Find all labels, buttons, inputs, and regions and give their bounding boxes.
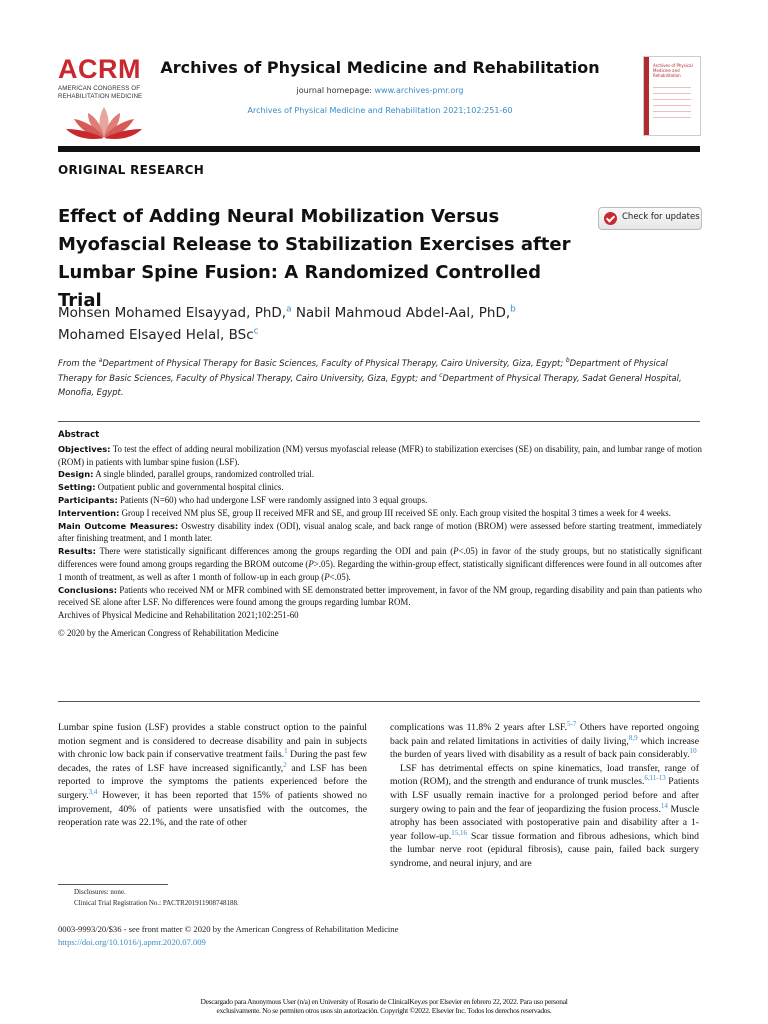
author-name: Mohamed Elsayed Helal, BSc — [58, 327, 254, 343]
cover-line — [653, 111, 691, 112]
doi-link[interactable]: https://doi.org/10.1016/j.apmr.2020.07.009 — [58, 936, 206, 947]
author-name: Nabil Mahmoud Abdel-Aal, PhD, — [291, 305, 511, 321]
abstract-participants — [58, 494, 702, 507]
body-paragraph — [390, 721, 699, 762]
abstract-setting — [58, 481, 702, 494]
journal-citation[interactable]: Archives of Physical Medicine and Rehabilitation 2021;102:251-60 — [247, 106, 513, 115]
author-affiliation-sup[interactable]: b — [510, 304, 516, 315]
author-list — [58, 302, 658, 346]
affil-sup: b — [565, 357, 570, 365]
reference-link[interactable]: 3,4 — [88, 787, 98, 796]
homepage-link[interactable]: www.archives-pmr.org — [374, 86, 464, 95]
title-line: Effect of Adding Neural Mobilization Versus — [58, 206, 500, 227]
journal-title: Archives of Physical Medicine and Rehabilitation — [160, 58, 600, 77]
cover-title: Archives of Physical Medicine and Rehabilitation — [653, 63, 693, 78]
header-rule — [58, 146, 700, 152]
body-column-left — [58, 721, 367, 830]
abstract-label: Setting: — [58, 482, 96, 493]
abstract-conclusions — [58, 584, 702, 610]
journal-cover-thumbnail[interactable] — [643, 56, 701, 136]
check-for-updates-button[interactable] — [598, 207, 702, 230]
homepage-label: journal homepage: — [296, 86, 375, 95]
reference-link[interactable]: 10 — [689, 746, 697, 755]
logo-subtitle-line1: AMERICAN CONGRESS OF — [58, 85, 141, 92]
cover-line — [653, 105, 691, 106]
affiliations — [58, 356, 702, 400]
trial-registration: Clinical Trial Registration No.: PACTR201911908748188. — [74, 898, 239, 907]
abstract-text: Patients who received NM or MFR combined with SE demonstrated better improvement, in favor of the NM group, regarding disability and pain than patients who received SE alone after LSF. No differences were found among the groups regarding lumbar ROM. — [58, 584, 702, 608]
abstract-text: Patients (N=60) who had undergone LSF were randomly assigned into 3 equal groups. — [117, 494, 428, 505]
abstract-outcome — [58, 520, 702, 546]
logo-subtitle — [58, 85, 150, 101]
body-text: Muscle atrophy has been associated with postoperative pain and disability after a 1-year follow-up. — [390, 803, 699, 842]
abstract-intervention — [58, 507, 702, 520]
check-for-updates-label: Check for updates — [622, 212, 700, 222]
journal-homepage — [160, 86, 600, 95]
footnote-rule — [58, 884, 168, 885]
p-symbol: P — [324, 571, 330, 582]
abstract-text: >.05). Regarding the within-group effect, statistically significant differences were found in all outcomes after 1 month of treatment, as well as after 1 month of follow-up in each group ( — [58, 558, 702, 582]
body-paragraph — [390, 762, 699, 871]
body-text: Patients with LSF usually remain inactive for a prolonged period before and after surgery owing to pain and the fear of jeopardizing the fusion process. — [390, 776, 699, 815]
cover-line — [653, 93, 691, 94]
abstract-text: To test the effect of adding neural mobilization (NM) versus myofascial release (MFR) to stabilization exercises (SE) on disability, pain, and lumbar range of motion (ROM) in patients with lumbar spine fusion (LSF). — [58, 443, 702, 467]
logo-subtitle-line2: REHABILITATION MEDICINE — [58, 93, 143, 100]
author-name: Mohsen Mohamed Elsayyad, PhD, — [58, 305, 287, 321]
abstract-text: Outpatient public and governmental hospital clinics. — [95, 482, 284, 493]
reference-link[interactable]: 6,11-13 — [644, 774, 666, 783]
abstract-label: Intervention: — [58, 507, 120, 518]
abstract-design — [58, 468, 702, 481]
author-affiliation-sup[interactable]: a — [286, 304, 292, 315]
abstract-label: Design: — [58, 469, 94, 480]
affil-text: Department of Physical Therapy for Basic Sciences, Faculty of Physical Therapy, Cairo University, Giza, Egypt; — [102, 358, 566, 368]
affil-sup: a — [98, 357, 103, 365]
p-symbol: P — [453, 546, 459, 557]
abstract-text: <.05). — [329, 571, 351, 582]
title-line: Lumbar Spine Fusion: A Randomized Controlled Trial — [58, 262, 541, 311]
body-text: However, it has been reported that 15% of patients showed no improvement, 40% of patients were unsatisfied with the outcomes, the reoperation rate was 22.1%, and the rate of other — [58, 789, 367, 829]
disclosures: Disclosures: none. — [74, 888, 126, 896]
reference-link[interactable]: 2 — [283, 760, 287, 769]
abstract-text: <.05) in favor of the study groups, but no statistically significant differences were found among groups regarding the BROM outcome ( — [58, 546, 702, 569]
reference-link[interactable]: 8,9 — [628, 733, 638, 742]
body-text: Lumbar spine fusion (LSF) provides a stable construct option to the painful motion segment and is considered to decrease disability and pain in subjects with chronic low back pain if conservative treatment fails. — [58, 722, 367, 761]
body-text: complications was 11.8% 2 years after LSF. — [390, 722, 568, 733]
abstract-top-rule — [58, 421, 700, 422]
download-notice-line: Descargado para Anonymous User (n/a) en University of Rosario de ClinicalKey.es por Elsevier en febrero 22, 2022. Para uso personal — [200, 997, 568, 1006]
download-notice-line: exclusivamente. No se permiten otros usos sin autorización. Copyright ©2022. Elsevier Inc. Todos los derechos reservados. — [216, 1006, 552, 1015]
title-line: Myofascial Release to Stabilization Exercises after — [58, 234, 571, 255]
body-text: Scar tissue formation and fibrous adhesions, which bind the lumbar nerve root (epidural fibrosis), cause pain, failed back surgery syndrome, and neural injury, and are — [390, 830, 699, 869]
affil-text: Department of Physical Therapy for Basic Sciences, Faculty of Physical Therapy, Cairo University, Giza, Egypt; and — [58, 358, 668, 383]
reference-link[interactable]: 5-7 — [567, 719, 577, 728]
body-text: LSF has detrimental effects on spine kinematics, load transfer, range of motion (ROM), and the strength and endurance of trunk muscles. — [390, 762, 699, 788]
body-column-right — [390, 721, 699, 871]
author-affiliation-sup[interactable]: c — [253, 326, 259, 337]
reference-link[interactable]: 15,16 — [451, 828, 467, 837]
abstract-label: Objectives: — [58, 443, 111, 454]
check-icon — [604, 212, 617, 225]
abstract-text: Oswestry disability index (ODI), visual analog scale, and back range of motion (BROM) were assessed before starting treatment, immediately after finishing treatment, and 1 month later. — [58, 520, 702, 544]
p-symbol: P — [308, 558, 314, 569]
footnotes — [74, 887, 239, 908]
body-text: Others have reported ongoing back pain and related limitations in activities of daily living, — [390, 722, 699, 747]
abstract-label: Conclusions: — [58, 584, 118, 595]
abstract-text: Group I received NM plus SE, group II received MFR and SE, and group III received SE only. Each group visited the hospital 3 times a week for 4 weeks. — [119, 507, 671, 518]
abstract-results — [58, 545, 702, 583]
acrm-logo[interactable] — [58, 55, 150, 143]
cover-line — [653, 99, 691, 100]
cover-line — [653, 117, 691, 118]
lotus-icon — [58, 103, 150, 143]
body-text: which increase the burden of years lived with disability as a result of back pain considerably. — [390, 735, 699, 761]
affil-sup: c — [439, 371, 443, 379]
abstract-objectives — [58, 443, 702, 469]
affil-text: Department of Physical Therapy, Sadat General Hospital, Monofia, Egypt. — [58, 372, 682, 397]
body-text: and LSF has been reported to improve the symptoms the patients experienced before the surgery. — [58, 762, 368, 801]
issn-text: 0003-9993/20/$36 - see front matter © 2020 by the American Congress of Rehabilitation Medicine — [58, 924, 399, 934]
abstract — [58, 429, 702, 640]
abstract-label: Main Outcome Measures: — [58, 520, 179, 531]
reference-link[interactable]: 1 — [284, 746, 288, 755]
logo-text: ACRM — [58, 54, 141, 84]
cover-line — [653, 87, 691, 88]
abstract-text: There were statistically significant differences among the groups regarding the ODI and pain ( — [95, 546, 454, 557]
abstract-label: Results: — [58, 546, 96, 557]
body-paragraph — [58, 721, 367, 830]
cover-spine — [644, 57, 649, 135]
section-label: ORIGINAL RESEARCH — [58, 163, 205, 177]
abstract-citation: Archives of Physical Medicine and Rehabilitation 2021;102:251-60 — [58, 610, 299, 621]
abstract-bottom-rule — [58, 701, 700, 702]
article-title — [58, 203, 588, 315]
body-text: During the past few decades, the rates of LSF have increased significantly, — [58, 749, 367, 774]
download-notice — [70, 997, 698, 1015]
abstract-heading: Abstract — [58, 430, 100, 440]
abstract-label: Participants: — [58, 494, 118, 505]
abstract-text: A single blinded, parallel groups, randomized controlled trial. — [93, 469, 315, 480]
affil-text: From the — [58, 358, 99, 368]
abstract-copyright: © 2020 by the American Congress of Rehabilitation Medicine — [58, 627, 279, 638]
reference-link[interactable]: 14 — [660, 801, 668, 810]
issn-line — [58, 923, 398, 948]
